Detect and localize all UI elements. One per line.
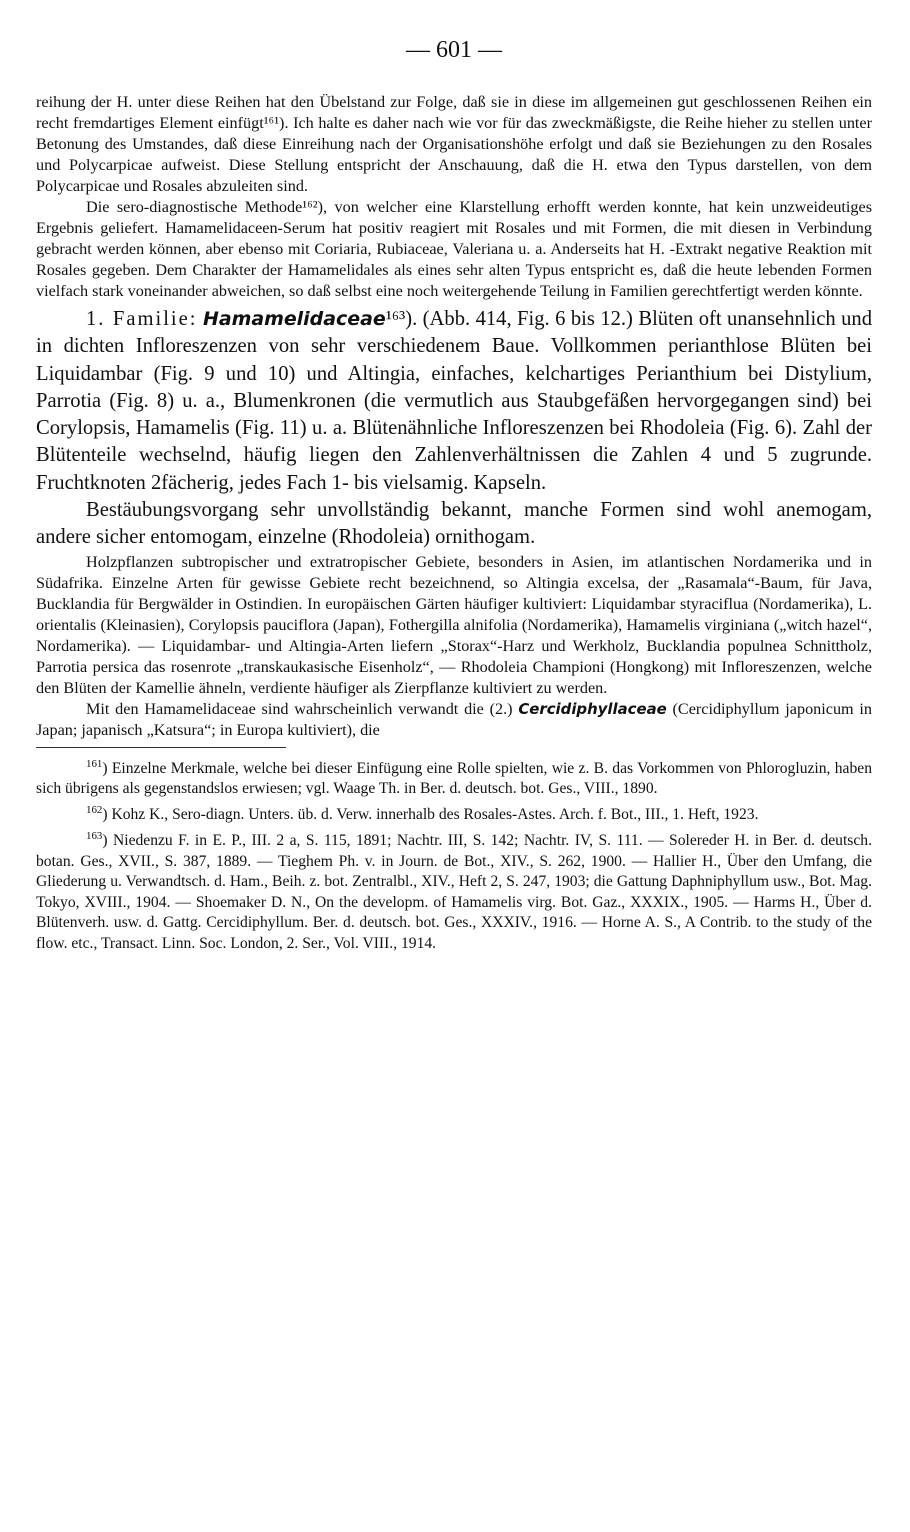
- cercidiphyllaceae-rest: (Cercidiphyllum japonicum in Japan; japanisch „Katsura“; in Europa kultiviert), die: [36, 699, 872, 739]
- family-label: 1. Familie:: [86, 308, 198, 330]
- paragraph-distribution: Holzpflanzen subtropischer und extratropischer Gebiete, besonders in Asien, im atlantischen Nordamerika und in Südafrika. Einzelne Arten für gewisse Gebiete recht bezeichnend, so Altingia excelsa, der „Rasamala“-Baum, für Java, Bucklandia für Bergwälder in Ostindien. In europäischen Gärten häufiger kultiviert: Liquidambar styraciflua (Nordamerika), L. orientalis (Kleinasien), Corylopsis pauciflora (Japan), Fothergilla alnifolia (Nordamerika), Hamamelis virginiana („witch hazel“, Nordamerika). — Liquidambar- und Altingia-Arten liefern „Storax“-Harz und Werkholz, Bucklandia populnea Schnittholz, Parrotia persica das rosenrote „transkaukasische Eisenholz“, — Rhodoleia Championi (Hongkong) mit Infloreszenzen, welche den Blüten der Kamellie ähneln, verdiente häufiger als Zierpflanze kultiviert zu werden.: [36, 552, 872, 697]
- page-number: — 601 —: [406, 37, 502, 63]
- family-description: ¹⁶³). (Abb. 414, Fig. 6 bis 12.) Blüten oft unansehnlich und in dichten Infloreszenzen von sehr verschiedenem Baue. Vollkommen perianthlose Blüten bei Liquidambar (Fig. 9 und 10) und Altingia, einfaches, kelchartiges Perianthium bei Distylium, Parrotia (Fig. 8) u. a., Blumenkronen (die vermutlich aus Staubgefäßen hervorgegangen sind) bei Corylopsis, Hamamelis (Fig. 11) u. a. Blütenähnliche Infloreszenzen bei Rhodoleia (Fig. 6). Zahl der Blütenteile wechselnd, häufig liegen den Zahlenverhältnissen die Zahlen 4 und 5 zugrunde. Fruchtknoten 2fächerig, jedes Fach 1- bis vielsamig. Kapseln.: [36, 308, 873, 494]
- footnote-161: [36, 754, 872, 800]
- book-page: [36, 30, 872, 955]
- footnote-rule: [36, 747, 286, 748]
- footnote-number: 161: [86, 757, 103, 770]
- paragraph-pollination: Bestäubungsvorgang sehr unvollständig bekannt, manche Formen sind wohl anemogam, andere sicher entomogam, einzelne (Rhodoleia) ornithogam.: [36, 499, 872, 549]
- family-name: Hamamelidaceae: [202, 308, 386, 330]
- footnote-162: [36, 800, 872, 826]
- paragraph-hamamelidales-placement: reihung der H. unter diese Reihen hat den Übelstand zur Folge, daß sie in diese im allgemeinen gut geschlossenen Reihen ein recht fremdartiges Element einfügt¹⁶¹). Ich halte es daher nach wie vor für das zweckmäßigste, die Reihe hieher zu stellen unter Betonung des Umstandes, daß diese Einreihung nach der Organisationshöhe erfolgt und daß sie Beziehungen zu den Rosales und Polycarpicae aufweist. Diese Stellung entspricht der Anschauung, daß die H. etwa den Typus darstellen, von dem Polycarpicae und Rosales abzuleiten sind.: [36, 93, 872, 195]
- footnote-text: ) Niedenzu F. in E. P., III. 2 a, S. 115, 1891; Nachtr. III, S. 142; Nachtr. IV, S. 111. — Solereder H. in Ber. d. deutsch. botan. Ges., XVII., S. 387, 1889. — Tieghem Ph. v. in Journ. de Bot., XIV., S. 262, 1900. — Hallier H., Über den Umfang, die Gliederung u. Verwandtsch. d. Ham., Beih. z. bot. Zentralbl., XIV., Heft 2, S. 247, 1903; die Gattung Daphniphyllum usw., Bot. Mag. Tokyo, XVIII., 1904. — Shoemaker D. N., On the developm. of Hamamelis virg. Bot. Gaz., XXXIX., 1905. — Harms H., Über d. Blütenverh. usw. d. Gattg. Cercidiphyllum. Ber. d. deutsch. bot. Ges., XXXIV., 1916. — Horne A. S., A Contrib. to the study of the flow. etc., Transact. Linn. Soc. London, 2. Ser., Vol. VIII., 1914.: [36, 832, 872, 952]
- footnote-number: 162: [86, 804, 103, 817]
- footnote-text: ) Einzelne Merkmale, welche bei dieser Einfügung eine Rolle spielten, wie z. B. das Vorkommen von Phlorogluzin, haben sich übrigens als gegenstandslos erwiesen; vgl. Waage Th. in Ber. d. deutsch. bot. Ges., VIII., 1890.: [36, 759, 872, 798]
- cercidiphyllaceae-lead: Mit den Hamamelidaceae sind wahrscheinlich verwandt die (2.): [86, 699, 513, 718]
- cercidiphyllaceae-name: Cercidiphyllaceae: [518, 699, 667, 718]
- footnote-number: 163: [86, 829, 103, 842]
- paragraph-cercidiphyllaceae: [36, 699, 872, 741]
- footnote-text: ) Kohz K., Sero-diagn. Unters. üb. d. Verw. innerhalb des Rosales-Astes. Arch. f. Bot., III., 1. Heft, 1923.: [102, 806, 759, 824]
- paragraph-serodiagnostics: Die sero-diagnostische Methode¹⁶²), von welcher eine Klarstellung erhofft werden konnte, hat kein unzweideutiges Ergebnis geliefert. Hamamelidaceen-Serum hat positiv reagiert mit Rosales und mit Formen, die mit diesen in Verbindung gebracht werden können, aber ebenso mit Coriaria, Rubiaceae, Valeriana u. a. Anderseits hat H. -Extrakt negative Reaktion mit Rosales gegeben. Dem Charakter der Hamamelidales als eines sehr alten Typus entspricht es, daß die heute lebenden Formen vielfach stark voneinander abweichen, so daß selbst eine noch weitergehende Teilung in Familien gerechtfertigt werden könnte.: [36, 198, 872, 300]
- paragraph-family-hamamelidaceae: [36, 306, 872, 497]
- footnote-163: [36, 826, 872, 955]
